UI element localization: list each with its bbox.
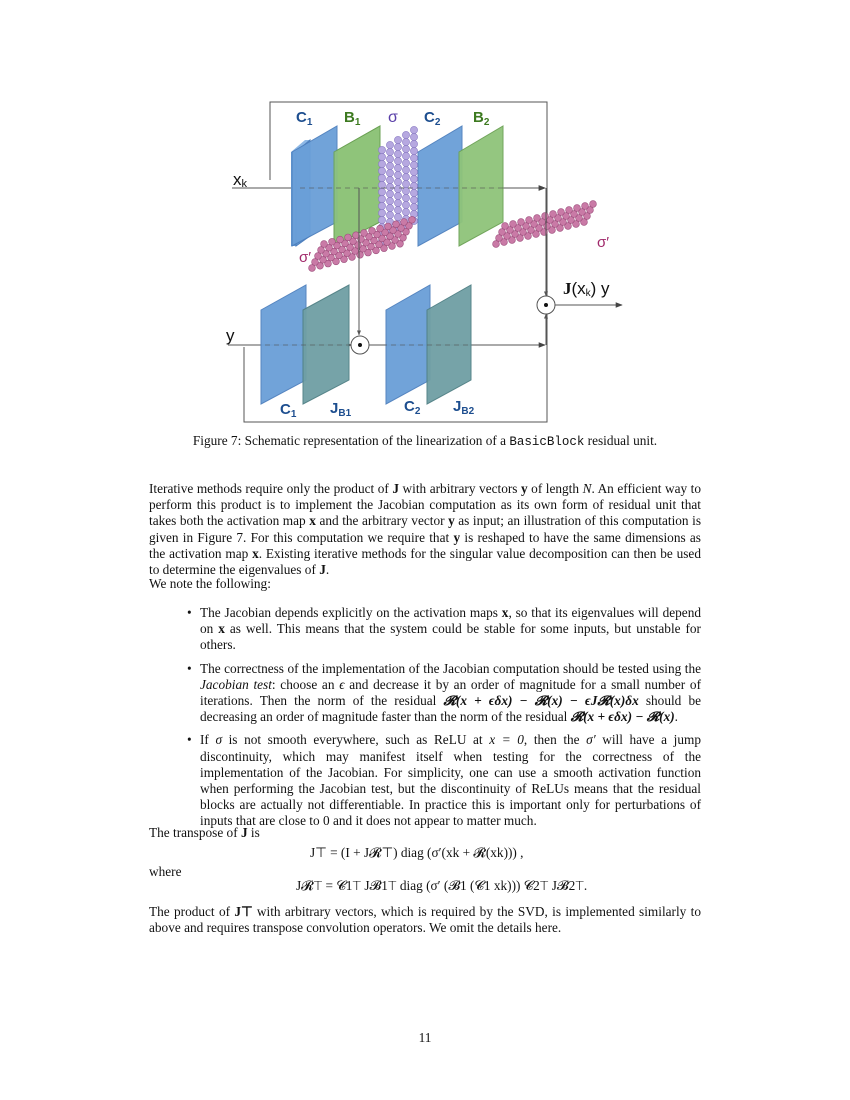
activation-dot [510, 221, 517, 228]
activation-dot [386, 183, 393, 190]
equation-transpose: J⊤ = (I + J𝓡⊤) diag (σ′(xk + 𝓡(xk))) , [310, 845, 524, 860]
activation-dot [361, 230, 368, 237]
activation-dot [394, 185, 401, 192]
activation-dot [410, 175, 417, 182]
conv-c1-top-front [292, 126, 380, 246]
activation-dot [394, 164, 401, 171]
activation-dot [410, 147, 417, 154]
activation-dot [394, 178, 401, 185]
activation-dot [526, 217, 533, 224]
label-c2-bottom: $C_2$ [404, 398, 421, 417]
label-jb2: $J_{B2}$ [453, 398, 475, 417]
activation-dot [518, 219, 525, 226]
activation-dot [402, 180, 409, 187]
bullet-jacobian-test: • The correctness of the implementation of the Jacobian computation should be tested using the Jacobian test: choose an ϵ and decrease it by an order of magnitude for a small number of iterations. Then the norm of the residual 𝓡(x + ϵδx) − 𝓡(x) − ϵJ𝓡(x)δx should be decreasing an order of magnitude faster than the norm of the residual 𝓡(x + ϵδx) − 𝓡(x). [187, 660, 701, 725]
label-b2-top: $B_2$ [473, 109, 490, 128]
figure-caption: Figure 7: Schematic representation of the linearization of a BasicBlock residual unit. [192, 433, 658, 449]
bn-b2-top [459, 126, 503, 246]
activation-dot [402, 159, 409, 166]
activation-dot [402, 138, 409, 145]
activation-dot [410, 126, 417, 133]
activation-dot [386, 162, 393, 169]
activation-dot [353, 232, 360, 239]
equation-jr-transpose: J𝓡⊤ = 𝓒1⊤ J𝓑1⊤ diag (σ′ (𝓑1 (𝓒1 xk))) 𝓒2⊤ J𝓑2⊤. [296, 878, 588, 893]
label-c1-bottom: $C_1$ [280, 401, 297, 420]
label-y: y [226, 326, 235, 345]
activation-dot [410, 133, 417, 140]
activation-dot [378, 160, 385, 167]
activation-dot [394, 199, 401, 206]
activation-dot [321, 241, 328, 248]
activation-dot [386, 148, 393, 155]
activation-dot [410, 168, 417, 175]
activation-dot [410, 182, 417, 189]
activation-dot [410, 154, 417, 161]
activation-dot [386, 169, 393, 176]
label-xk: xk [233, 170, 247, 190]
activation-dot [402, 145, 409, 152]
activation-dot [409, 216, 416, 223]
activation-dot [402, 201, 409, 208]
label-jb1: $J_{B1}$ [330, 400, 352, 419]
activation-dot [550, 211, 557, 218]
activation-dot [378, 209, 385, 216]
activation-dot [394, 171, 401, 178]
activation-dot [542, 213, 549, 220]
activation-dot [378, 174, 385, 181]
activation-dot [582, 203, 589, 210]
activation-dot [394, 150, 401, 157]
activation-dot [574, 205, 581, 212]
paragraph-iterative-methods: Iterative methods require only the product of J with arbitrary vectors y of length N. An efficient way to perform this product is to implement the Jacobian computation as its own form of residual unit that takes both the activation map x and the arbitrary vector y as input; an illustration of this computation is given in Figure 7. For this computation we require that y is reshaped to have the same dimensions as the activation map x. Existing iterative methods for the singular value decomposition can then be used to determine the eigenvalues of J. [149, 481, 701, 578]
activation-dot [534, 215, 541, 222]
activation-dot [394, 206, 401, 213]
page-number: 11 [418, 1030, 432, 1045]
label-output: J(xk) y [563, 279, 610, 299]
activation-dot [410, 140, 417, 147]
activation-dot [386, 204, 393, 211]
schematic-figure [0, 0, 850, 430]
activation-dot [394, 143, 401, 150]
activation-dot [386, 190, 393, 197]
activation-dot [394, 157, 401, 164]
label-sigma: σ [388, 109, 398, 126]
activation-dot [410, 161, 417, 168]
activation-dot [402, 152, 409, 159]
paragraph-where: where [149, 864, 182, 879]
activation-dot [410, 189, 417, 196]
jac-jb1-bottom [303, 285, 349, 404]
activation-dot [377, 225, 384, 232]
bullet-jacobian-depends: • The Jacobian depends explicitly on the activation maps x, so that its eigenvalues will depend on x as well. This means that the system could be stable for some inputs, but unstable for others. [187, 605, 701, 653]
label-b1-top: $B_1$ [344, 109, 361, 128]
activation-dot [378, 202, 385, 209]
label-c2-top: $C_2$ [424, 109, 441, 128]
activation-dot [386, 155, 393, 162]
activation-dot [378, 188, 385, 195]
sigma-prime-right-dots [493, 201, 597, 248]
activation-dot [329, 238, 336, 245]
label-sigma-prime-right: σ′ [597, 234, 610, 251]
activation-dot [386, 176, 393, 183]
activation-dot [394, 136, 401, 143]
bullet-sigma-smooth: • If σ is not smooth everywhere, such as ReLU at x = 0, then the σ′ will have a jump discontinuity, which may manifest itself when testing for the correctness of the implementation of the Jacobian. For simplicity, one can use a smooth activation function when performing the Jacobian test, but the discontinuity of ReLUs means that the residual blocks are actually not differentiable. In practice this is important only for perturbations of inputs that are close to 0 and it does not appear to matter much. [187, 732, 702, 829]
activation-dot [410, 196, 417, 203]
activation-dot [378, 146, 385, 153]
activation-dot [402, 166, 409, 173]
hadamard-product-middle [351, 336, 369, 354]
conv-c2-top [418, 126, 462, 246]
activation-dot [393, 221, 400, 228]
activation-dot [566, 207, 573, 214]
activation-dot [402, 131, 409, 138]
activation-dot [378, 216, 385, 223]
activation-dot [386, 141, 393, 148]
activation-dot [558, 209, 565, 216]
bullet-list [149, 605, 701, 837]
paragraph-transpose: The transpose of J is [149, 825, 260, 840]
activation-dot [590, 201, 597, 208]
activation-dot [385, 223, 392, 230]
activation-dot [401, 219, 408, 226]
activation-dot [378, 153, 385, 160]
label-c1-top: $C_1$ [296, 109, 313, 128]
activation-dot [345, 234, 352, 241]
activation-dot [386, 197, 393, 204]
activation-dot [394, 213, 401, 220]
activation-dot [378, 167, 385, 174]
activation-dot [502, 223, 509, 230]
activation-dot [386, 211, 393, 218]
activation-dot [402, 173, 409, 180]
paragraph-note: We note the following: [149, 576, 271, 591]
activation-dot [402, 208, 409, 215]
label-sigma-prime-left: σ′ [299, 249, 312, 266]
hadamard-product-output [537, 296, 555, 314]
activation-dot [394, 192, 401, 199]
activation-dot [402, 194, 409, 201]
paragraph-product-transpose: The product of J⊤ with arbitrary vectors, which is required by the SVD, is implemented similarly to above and requires transpose convolution operators. We omit the details here. [149, 904, 702, 936]
activation-dot [337, 236, 344, 243]
activation-dot [410, 203, 417, 210]
activation-dot [378, 195, 385, 202]
activation-dot [369, 227, 376, 234]
